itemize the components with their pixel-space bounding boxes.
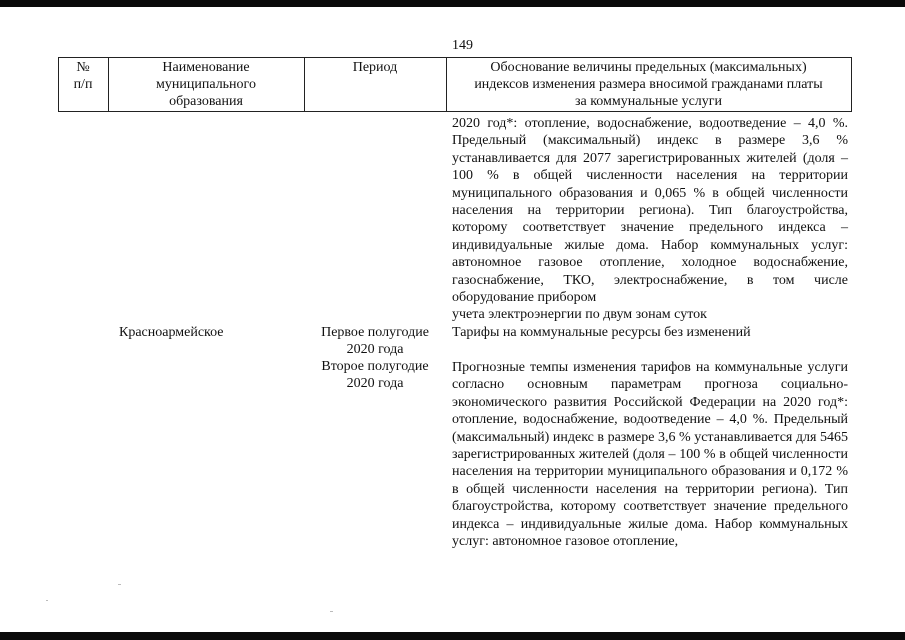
scan-top-border [0, 0, 905, 7]
continuation-last-line: учета электроэнергии по двум зонам суток [452, 307, 707, 322]
period-first-half: Первое полугодие 2020 года [321, 325, 429, 358]
scan-speck [118, 584, 121, 585]
scan-speck [46, 600, 48, 601]
header-basis: Обоснование величины предельных (максимальных) индексов изменения размера вносимой гражданами платы за коммунальные услуги [474, 60, 823, 109]
basis-second-half: Прогнозные темпы изменения тарифов на коммунальные услуги согласно основным параметрам прогноза социально-экономического развития Российской Федерации на 2020 год*: отопление, водоснабжение, водоотведение – 4,0 %. Предельный (максимальный) индекс в размере 3,6 % устанавливается для 5465 зарегистрированных жителей (доля – 100 % в общей численности населения на территории муниципального образования и 0,172 % в общей численности населения на территории региона). Тип благоустройства, которому соответствует значение предельного индекса – индивидуальные жилые дома. Набор коммунальных услуг: автономное газовое отопление, [452, 360, 848, 550]
scan-speck [330, 611, 333, 612]
table-right-rule [851, 57, 852, 112]
page-number: 149 [452, 38, 473, 53]
header-municipality: Наименование муниципального образования [156, 60, 256, 109]
table-top-rule [58, 57, 852, 58]
basis-first-half: Тарифы на коммунальные ресурсы без изменений [452, 325, 751, 340]
scan-bottom-border [0, 632, 905, 640]
municipality-name: Красноармейское [119, 325, 224, 340]
table-header-rule [58, 111, 852, 112]
period-second-half: Второе полугодие 2020 года [321, 359, 429, 392]
header-number: № п/п [73, 60, 93, 92]
continuation-paragraph: 2020 год*: отопление, водоснабжение, водоотведение – 4,0 %. Предельный (максимальный) индекс в размере 3,6 % устанавливается для 2077 зарегистрированных жителей (доля – 100 % в общей численности населения на территории муниципального образования и 0,065 % в общей численности населения на территории региона). Тип благоустройства, которому соответствует значение предельного индекса – индивидуальные жилые дома. Набор коммунальных услуг: автономное газовое отопление, холодное водоснабжение, газоснабжение, ТКО, электроснабжение, в том числе оборудование прибором [452, 116, 848, 306]
header-period: Период [352, 60, 398, 75]
